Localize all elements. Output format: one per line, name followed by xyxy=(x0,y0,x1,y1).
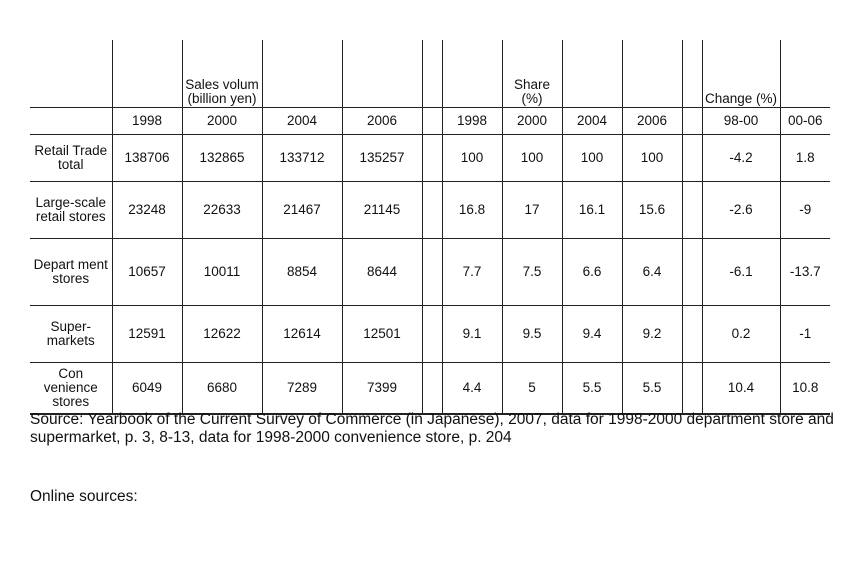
table-cell: 9.5 xyxy=(502,306,562,363)
row-label: Con venience stores xyxy=(30,363,112,415)
table-cell: 21467 xyxy=(262,182,342,239)
year-cell: 2000 xyxy=(502,108,562,135)
table-cell: 100 xyxy=(442,135,502,182)
sales-volume-header: Sales volum (billion yen) xyxy=(182,40,262,108)
table-cell: 1.8 xyxy=(780,135,830,182)
table-cell: 9.4 xyxy=(562,306,622,363)
table-cell: 132865 xyxy=(182,135,262,182)
year-cell: 2006 xyxy=(342,108,422,135)
table-cell: -9 xyxy=(780,182,830,239)
source-footnote: Source: Yearbook of the Current Survey of Commerce (in Japanese), 2007, data for 1998-2000 department store and supermarket, p. 3, 8-13, data for 1998-2000 convenience store, p. 204 xyxy=(30,411,834,446)
table-cell: 9.2 xyxy=(622,306,682,363)
year-row xyxy=(30,108,830,135)
table-cell: 0.2 xyxy=(702,306,780,363)
table-cell: 100 xyxy=(622,135,682,182)
table-cell: 12591 xyxy=(112,306,182,363)
retail-sales-table xyxy=(30,40,830,415)
table-cell: 7289 xyxy=(262,363,342,415)
corner-cell xyxy=(30,40,112,108)
online-sources-label: Online sources: xyxy=(30,488,138,505)
year-cell: 2000 xyxy=(182,108,262,135)
table-cell: 10011 xyxy=(182,239,262,306)
change-header: Change (%) xyxy=(702,40,780,108)
table-row xyxy=(30,363,830,415)
table-cell: 5.5 xyxy=(622,363,682,415)
table-cell: -6.1 xyxy=(702,239,780,306)
table-cell: 138706 xyxy=(112,135,182,182)
table-cell: 10.8 xyxy=(780,363,830,415)
table-cell: 12622 xyxy=(182,306,262,363)
table-row xyxy=(30,239,830,306)
row-label: Retail Trade total xyxy=(30,135,112,182)
row-label: Large-scale retail stores xyxy=(30,182,112,239)
row-label: Super-markets xyxy=(30,306,112,363)
table-cell: 12614 xyxy=(262,306,342,363)
table-cell: 15.6 xyxy=(622,182,682,239)
table-cell: 16.8 xyxy=(442,182,502,239)
table-cell: -4.2 xyxy=(702,135,780,182)
table-cell: 100 xyxy=(502,135,562,182)
table-cell: -1 xyxy=(780,306,830,363)
table-cell: 8854 xyxy=(262,239,342,306)
year-cell: 2006 xyxy=(622,108,682,135)
table-cell: 6049 xyxy=(112,363,182,415)
table-row xyxy=(30,182,830,239)
year-cell: 2004 xyxy=(262,108,342,135)
year-cell: 1998 xyxy=(112,108,182,135)
table-row xyxy=(30,306,830,363)
table-cell: 5 xyxy=(502,363,562,415)
table-cell: 12501 xyxy=(342,306,422,363)
table-cell: 7.5 xyxy=(502,239,562,306)
table-cell: 23248 xyxy=(112,182,182,239)
table-cell: 6.6 xyxy=(562,239,622,306)
table-cell: 17 xyxy=(502,182,562,239)
table-cell: 5.5 xyxy=(562,363,622,415)
table-cell: 7399 xyxy=(342,363,422,415)
table-row xyxy=(30,135,830,182)
table-cell: 100 xyxy=(562,135,622,182)
table-cell: 21145 xyxy=(342,182,422,239)
header-row xyxy=(30,40,830,108)
table-cell: 9.1 xyxy=(442,306,502,363)
table-cell: 133712 xyxy=(262,135,342,182)
year-cell: 1998 xyxy=(442,108,502,135)
table-cell: -13.7 xyxy=(780,239,830,306)
table-cell: 7.7 xyxy=(442,239,502,306)
table-cell: 6.4 xyxy=(622,239,682,306)
year-cell: 00-06 xyxy=(780,108,830,135)
table-cell: 135257 xyxy=(342,135,422,182)
table-cell: 10.4 xyxy=(702,363,780,415)
share-header: Share (%) xyxy=(502,40,562,108)
table-cell: 8644 xyxy=(342,239,422,306)
table-cell: 6680 xyxy=(182,363,262,415)
table-cell: 22633 xyxy=(182,182,262,239)
table-cell: 16.1 xyxy=(562,182,622,239)
year-cell: 98-00 xyxy=(702,108,780,135)
table-cell: -2.6 xyxy=(702,182,780,239)
year-cell: 2004 xyxy=(562,108,622,135)
table-cell: 4.4 xyxy=(442,363,502,415)
table-cell: 10657 xyxy=(112,239,182,306)
row-label: Depart ment stores xyxy=(30,239,112,306)
